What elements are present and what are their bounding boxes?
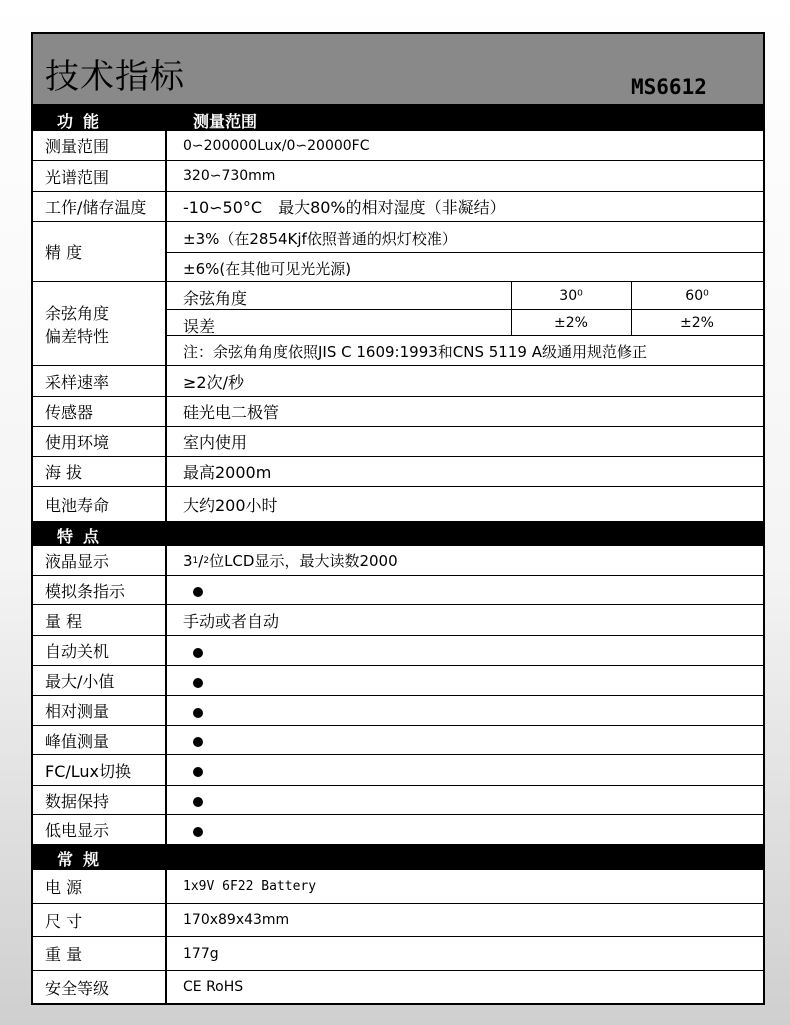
feature-label: 液晶显示 [33,546,167,575]
section-function-sub: 测量范围 [193,112,258,131]
section-general-label: 常规 [57,850,110,869]
spec-value: ≥2次/秒 [183,372,244,392]
feature-row-maxmin [33,666,763,696]
spec-label: 光谱范围 [33,161,167,191]
accuracy-value-1: ±3%（在2854Kjf依照普通的炽灯校准） [183,230,457,248]
page-title: 技术指标 [45,57,185,97]
header-bar [33,34,763,106]
feature-label: 量 程 [33,605,167,635]
spec-sheet [31,32,765,1005]
model-number: MS6612 [631,75,707,99]
spec-label: 测量范围 [33,131,167,160]
feature-row-bargraph [33,576,763,605]
bullet-icon [193,797,203,807]
divider [167,252,763,253]
spec-row-accuracy [33,222,763,282]
bullet-icon [193,767,203,777]
general-value: 177g [183,945,219,962]
spec-value: 0∽200000Lux/0∽20000FC [183,137,370,154]
bullet-icon [193,587,203,597]
general-row-weight [33,937,763,971]
feature-row-relative [33,696,763,726]
section-function [33,106,763,131]
feature-row-range [33,605,763,636]
general-row-safety [33,971,763,1003]
cosine-angle-60: 60⁰ [685,288,709,304]
cosine-error-30: ±2% [554,315,588,331]
cosine-label-line2: 偏差特性 [45,326,110,346]
feature-value-lcd: 3 1 / 2 位LCD显示，最大读数2000 [183,551,398,570]
feature-value [183,815,763,844]
feature-row-hold [33,786,763,815]
bullet-icon [193,678,203,688]
general-row-size [33,904,763,937]
cosine-label [33,282,167,365]
general-label: 重 量 [33,937,167,970]
bullet-icon [193,648,203,658]
feature-value [183,786,763,814]
spec-label: 海 拔 [33,457,167,486]
spec-value: 室内使用 [183,433,248,452]
feature-label: 低电显示 [33,815,167,844]
lcd-fraction-bottom: 2 [203,555,210,566]
spec-label: 精 度 [33,222,167,281]
spec-label: 使用环境 [33,427,167,456]
spec-row-sensor [33,397,763,427]
spec-row-sample-rate [33,366,763,397]
feature-label: 峰值测量 [33,726,167,754]
cosine-label-line1: 余弦角度 [45,303,110,323]
general-label: 尺 寸 [33,904,167,936]
feature-label: 数据保持 [33,786,167,814]
cosine-angle-30: 30⁰ [559,288,583,304]
feature-label: 模拟条指示 [33,576,167,604]
general-value: 1x9V 6F22 Battery [183,879,317,894]
divider [167,335,763,336]
spec-row-battery-life [33,487,763,521]
feature-value [183,576,763,604]
feature-value [183,636,763,665]
feature-row-fc-lux [33,755,763,786]
spec-value: 320∽730mm [183,168,276,184]
spec-label: 采样速率 [33,366,167,396]
section-function-label: 功能 [57,112,110,131]
spec-row-range [33,131,763,161]
bullet-icon [193,737,203,747]
lcd-digits: 3 [183,551,193,570]
feature-label: 自动关机 [33,636,167,665]
lcd-fraction-top: 1 [192,555,199,566]
spec-row-spectrum [33,161,763,192]
spec-value: 硅光电二极管 [183,403,280,422]
feature-label: FC/Lux切换 [33,755,167,785]
section-general [33,844,763,870]
feature-row-low-battery [33,815,763,844]
spec-label: 传感器 [33,397,167,426]
bullet-icon [193,708,203,718]
section-features [33,521,763,546]
lcd-text: 位LCD显示，最大读数2000 [209,552,398,570]
bullet-icon [193,827,203,837]
divider [167,309,763,310]
cosine-error-label: 误差 [183,317,216,336]
general-value: CE RoHS [183,979,244,995]
feature-label: 最大/小值 [33,666,167,695]
section-features-label: 特点 [57,527,110,546]
cosine-note: 注：余弦角角度依照JIS C 1609:1993和CNS 5119 A级通用规范修正 [183,343,647,361]
feature-value [183,726,763,754]
feature-row-auto-off [33,636,763,666]
general-label: 电 源 [33,870,167,903]
accuracy-value-2: ±6%(在其他可见光光源) [183,260,352,278]
spec-value: 最高2000m [183,463,272,482]
feature-value: 手动或者自动 [183,611,280,631]
feature-row-peak [33,726,763,755]
feature-value [183,755,763,785]
feature-row-lcd [33,546,763,576]
general-label: 安全等级 [33,971,167,1003]
feature-value [183,666,763,695]
cosine-error-60: ±2% [680,315,714,331]
spec-row-altitude [33,457,763,487]
feature-label: 相对测量 [33,696,167,725]
spec-row-temperature [33,192,763,222]
spec-value: 大约200小时 [183,495,278,515]
feature-value [183,696,763,725]
general-value: 170x89x43mm [183,912,290,928]
general-row-power [33,870,763,904]
spec-row-environment [33,427,763,457]
spec-label: 工作/储存温度 [33,192,167,221]
spec-value: -10∽50°C 最大80%的相对湿度（非凝结） [183,198,506,217]
spec-label: 电池寿命 [33,487,167,521]
spec-row-cosine [33,282,763,366]
cosine-angle-label: 余弦角度 [183,289,248,308]
